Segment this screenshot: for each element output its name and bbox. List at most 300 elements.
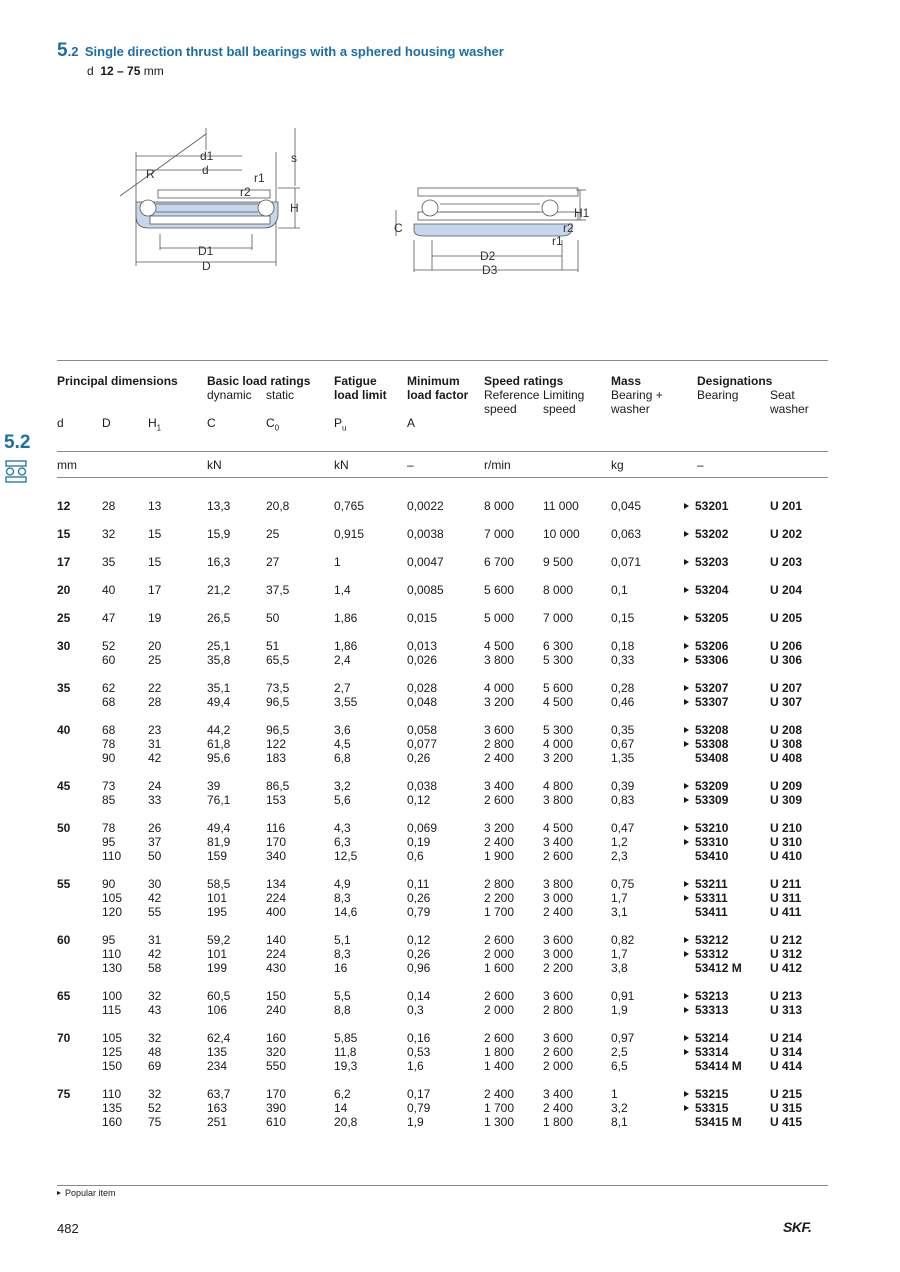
cell-d: 68 [102,695,116,709]
cell-bearing-designation [684,821,728,835]
cell-c0: 51 [266,639,280,653]
cell-lim: 4 000 [543,737,574,751]
cell-mass: 3,1 [611,905,628,919]
header-designations: Designations [697,374,773,388]
cell-mass: 0,46 [611,695,635,709]
cell-d: 40 [102,583,116,597]
cell-bearing-designation [684,891,728,905]
cell-bore-d: 70 [57,1031,71,1045]
bearing-label: 53207 [695,681,729,695]
cell-c0: 122 [266,737,287,751]
cell-d: 105 [102,1031,123,1045]
cell-bearing-designation [684,583,728,597]
cell-c0: 340 [266,849,287,863]
bearing-drawings [100,120,600,290]
bearing-label: 53312 [695,947,729,961]
cell-pu: 5,6 [334,793,351,807]
cell-d: 68 [102,723,116,737]
bearing-label: 53310 [695,835,729,849]
cell-bore-d: 45 [57,779,71,793]
cell-ref: 1 300 [484,1115,515,1129]
cell-c0: 116 [266,821,286,835]
cell-bearing-designation [684,1115,742,1129]
label-r1-left: r1 [254,171,265,185]
cell-d: 110 [102,849,122,863]
cell-seat-washer: U 315 [770,1101,803,1115]
cell-d: 150 [102,1059,123,1073]
cell-bearing-designation [684,779,728,793]
cell-h1: 15 [148,527,162,541]
popular-marker-icon [684,1007,689,1013]
bearing-label: 53215 [695,1087,729,1101]
unit-speed: r/min [484,458,511,472]
label-H: H [290,201,299,215]
cell-mass: 1,9 [611,1003,628,1017]
cell-c0: 240 [266,1003,287,1017]
cell-d: 160 [102,1115,123,1129]
cell-ref: 3 400 [484,779,515,793]
cell-a: 0,11 [407,877,430,891]
cell-ref: 2 000 [484,1003,515,1017]
label-C: C [394,221,403,235]
label-D2: D2 [480,249,496,263]
cell-pu: 0,765 [334,499,365,513]
cell-c0: 170 [266,835,287,849]
cell-ref: 8 000 [484,499,515,513]
cell-c: 62,4 [207,1031,231,1045]
cell-pu: 20,8 [334,1115,358,1129]
cell-ref: 2 400 [484,1087,515,1101]
header-reference: Reference speed [484,388,540,416]
cell-a: 0,17 [407,1087,431,1101]
cell-bore-d: 20 [57,583,71,597]
cell-c: 26,5 [207,611,231,625]
symbol-d: d [57,416,64,430]
cell-bearing-designation [684,947,728,961]
cell-c: 21,2 [207,583,231,597]
cell-bearing-designation [684,695,728,709]
symbol-A: A [407,416,416,430]
cell-bearing-designation [684,723,728,737]
bearing-label: 53315 [695,1101,729,1115]
side-tab [4,432,36,491]
bearing-label: 53306 [695,653,729,667]
cell-lim: 2 000 [543,1059,574,1073]
cell-h1: 52 [148,1101,162,1115]
cell-seat-washer: U 312 [770,947,803,961]
cell-d: 95 [102,835,116,849]
cell-ref: 2 600 [484,989,515,1003]
section-heading [57,40,504,62]
popular-marker-icon [684,1063,689,1069]
popular-marker-icon [684,895,689,901]
cell-mass: 0,35 [611,723,635,737]
popular-marker-icon [684,993,689,999]
cell-bore-d: 25 [57,611,71,625]
cell-h1: 58 [148,961,162,975]
symbol-C: C [207,416,216,430]
popular-marker-icon [684,643,689,649]
bore-range: d 12 – 75 mm [87,64,164,78]
cell-h1: 17 [148,583,162,597]
cell-ref: 2 800 [484,737,515,751]
cell-ref: 3 600 [484,723,515,737]
cell-a: 0,058 [407,723,438,737]
cell-lim: 1 800 [543,1115,574,1129]
cell-pu: 2,4 [334,653,351,667]
cell-bearing-designation [684,989,728,1003]
cell-c: 13,3 [207,499,231,513]
cell-c0: 320 [266,1045,287,1059]
cell-pu: 5,1 [334,933,351,947]
popular-marker-icon [684,937,689,943]
cell-lim: 6 300 [543,639,574,653]
cell-a: 0,12 [407,793,431,807]
cell-ref: 2 600 [484,1031,515,1045]
bearing-label: 53411 [695,905,728,919]
cell-pu: 19,3 [334,1059,358,1073]
bearing-label: 53208 [695,723,729,737]
cell-mass: 0,67 [611,737,635,751]
cell-bore-d: 55 [57,877,71,891]
bearing-label: 53206 [695,639,729,653]
label-D: D [202,259,211,273]
cell-a: 0,79 [407,905,431,919]
cell-c: 25,1 [207,639,231,653]
cell-bearing-designation [684,877,728,891]
popular-marker-icon [684,1091,689,1097]
cell-c: 44,2 [207,723,231,737]
cell-h1: 23 [148,723,162,737]
popular-marker-icon [684,699,689,705]
cell-lim: 4 800 [543,779,574,793]
cell-seat-washer: U 306 [770,653,803,667]
cell-h1: 20 [148,639,162,653]
cell-bearing-designation [684,681,728,695]
popular-marker-icon [684,559,689,565]
header-static: static [266,388,295,402]
cell-ref: 1 700 [484,905,515,919]
cell-lim: 3 600 [543,989,574,1003]
cell-c: 61,8 [207,737,231,751]
cell-a: 0,013 [407,639,438,653]
cell-a: 0,069 [407,821,438,835]
bearing-label: 53210 [695,821,729,835]
cell-c: 106 [207,1003,228,1017]
cell-mass: 0,18 [611,639,635,653]
cell-mass: 1,7 [611,947,628,961]
cell-seat-washer: U 408 [770,751,803,765]
cell-lim: 3 400 [543,835,574,849]
cell-mass: 0,28 [611,681,635,695]
bearing-label: 53415 M [695,1115,742,1129]
popular-marker-icon [684,839,689,845]
label-s: s [291,151,297,165]
cell-seat-washer: U 314 [770,1045,803,1059]
cell-bore-d: 65 [57,989,71,1003]
popular-marker-icon [684,909,689,915]
cell-c: 15,9 [207,527,231,541]
cell-c: 101 [207,947,228,961]
cell-seat-washer: U 211 [770,877,802,891]
cell-bore-d: 15 [57,527,71,541]
cell-h1: 31 [148,933,162,947]
cell-h1: 26 [148,821,162,835]
cell-mass: 1,35 [611,751,635,765]
cell-d: 95 [102,933,116,947]
cell-seat-washer: U 309 [770,793,803,807]
symbol-C0: $C_0$ [266,416,280,433]
cell-bearing-designation [684,653,728,667]
cell-h1: 69 [148,1059,162,1073]
cell-h1: 28 [148,695,162,709]
cell-d: 135 [102,1101,123,1115]
bearing-label: 53214 [695,1031,729,1045]
header-fatigue: Fatigue load limit [334,374,387,402]
label-R: R [146,167,155,181]
cell-c: 163 [207,1101,228,1115]
cell-h1: 15 [148,555,162,569]
cell-h1: 19 [148,611,162,625]
cell-c0: 400 [266,905,287,919]
cell-mass: 0,75 [611,877,635,891]
cell-seat-washer: U 204 [770,583,803,597]
popular-marker-icon [684,853,689,859]
cell-d: 60 [102,653,116,667]
cell-a: 0,0085 [407,583,444,597]
cell-mass: 0,071 [611,555,642,569]
cell-c0: 390 [266,1101,287,1115]
cell-c: 76,1 [207,793,231,807]
cell-c0: 224 [266,947,287,961]
cell-d: 78 [102,737,116,751]
cell-bearing-designation [684,961,742,975]
cell-c: 35,8 [207,653,231,667]
cell-pu: 4,3 [334,821,351,835]
cell-seat-washer: U 313 [770,1003,803,1017]
cell-mass: 1,7 [611,891,628,905]
cell-lim: 5 300 [543,723,574,737]
cell-seat-washer: U 201 [770,499,803,513]
popular-marker-icon [684,783,689,789]
page-title: Single direction thrust ball bearings with a sphered housing washer [84,44,504,59]
unit-factor: – [407,458,414,472]
cell-a: 1,6 [407,1059,424,1073]
cell-bore-d: 30 [57,639,71,653]
cell-seat-washer: U 212 [770,933,803,947]
cell-a: 0,26 [407,891,431,905]
cell-a: 0,3 [407,1003,424,1017]
popular-marker-icon [684,825,689,831]
cell-c: 135 [207,1045,228,1059]
cell-d: 28 [102,499,116,513]
cell-mass: 0,97 [611,1031,635,1045]
cell-bore-d: 60 [57,933,71,947]
header-minimum: Minimum load factor [407,374,469,402]
cell-h1: 25 [148,653,162,667]
cell-mass: 0,15 [611,611,635,625]
cell-bearing-designation [684,793,728,807]
cell-a: 0,6 [407,849,424,863]
cell-lim: 3 600 [543,933,574,947]
cell-bearing-designation [684,499,728,513]
label-d: d [202,163,209,177]
unit-mm: mm [57,458,77,472]
cell-ref: 4 000 [484,681,515,695]
cell-seat-washer: U 203 [770,555,803,569]
cell-d: 32 [102,527,116,541]
cell-pu: 0,915 [334,527,365,541]
cell-ref: 3 200 [484,821,515,835]
cell-bearing-designation [684,1087,728,1101]
cell-d: 78 [102,821,116,835]
cell-d: 85 [102,793,116,807]
cell-d: 62 [102,681,116,695]
cell-lim: 2 600 [543,1045,574,1059]
cell-h1: 32 [148,1087,162,1101]
cell-ref: 1 600 [484,961,515,975]
cell-d: 130 [102,961,123,975]
cell-seat-washer: U 207 [770,681,803,695]
cell-lim: 2 800 [543,1003,574,1017]
cell-bearing-designation [684,639,728,653]
cell-bearing-designation [684,905,728,919]
cell-c: 60,5 [207,989,231,1003]
cell-seat-washer: U 415 [770,1115,803,1129]
cell-c0: 73,5 [266,681,290,695]
bearing-label: 53308 [695,737,729,751]
symbol-H1: $H_1$ [148,416,162,433]
label-D3: D3 [482,263,498,277]
cell-a: 0,53 [407,1045,431,1059]
label-r1-right: r1 [552,234,563,248]
popular-marker-icon [57,1191,61,1195]
popular-marker-icon [684,531,689,537]
cell-c0: 96,5 [266,723,290,737]
cell-a: 0,26 [407,947,431,961]
cell-c0: 65,5 [266,653,290,667]
cell-d: 125 [102,1045,123,1059]
cell-c: 251 [207,1115,228,1129]
cell-mass: 0,47 [611,821,635,835]
bearing-label: 53202 [695,527,729,541]
cell-bearing-designation [684,835,728,849]
cell-pu: 3,6 [334,723,351,737]
cell-a: 0,0038 [407,527,444,541]
cell-h1: 24 [148,779,162,793]
footnote-rule [57,1185,828,1186]
cell-mass: 0,045 [611,499,642,513]
bearing-label: 53314 [695,1045,729,1059]
cell-seat-washer: U 214 [770,1031,803,1045]
cell-d: 115 [102,1003,122,1017]
cell-mass: 0,39 [611,779,635,793]
cell-bearing-designation [684,1031,728,1045]
popular-marker-icon [684,965,689,971]
cell-h1: 42 [148,947,162,961]
cell-pu: 6,3 [334,835,351,849]
page-number: 482 [57,1221,79,1236]
bearing-label: 53209 [695,779,729,793]
cell-bore-d: 35 [57,681,71,695]
cell-lim: 11 000 [543,499,579,513]
header-mass: Mass [611,374,642,388]
cell-c0: 50 [266,611,280,625]
cell-ref: 2 600 [484,793,515,807]
cell-pu: 8,3 [334,891,351,905]
cell-ref: 1 700 [484,1101,515,1115]
bearing-label: 53213 [695,989,729,1003]
cell-a: 0,16 [407,1031,431,1045]
units-rule [57,451,828,452]
header-principal: Principal dimensions [57,374,178,388]
cell-h1: 32 [148,989,162,1003]
cell-lim: 5 600 [543,681,574,695]
unit-kn-fatigue: kN [334,458,349,472]
popular-marker-icon [684,741,689,747]
cell-a: 0,0022 [407,499,444,513]
popular-marker-icon [684,1035,689,1041]
cell-a: 0,19 [407,835,431,849]
cell-d: 90 [102,877,116,891]
cell-h1: 13 [148,499,162,513]
cell-a: 0,14 [407,989,431,1003]
cell-seat-washer: U 205 [770,611,803,625]
cell-seat-washer: U 210 [770,821,803,835]
cell-c0: 610 [266,1115,287,1129]
cell-a: 0,026 [407,653,438,667]
cell-mass: 3,2 [611,1101,628,1115]
bearing-label: 53311 [695,891,728,905]
cell-d: 52 [102,639,116,653]
cell-lim: 9 500 [543,555,574,569]
label-H1: H1 [574,206,590,220]
cell-c: 39 [207,779,221,793]
cell-c: 59,2 [207,933,231,947]
bearing-label: 53414 M [695,1059,742,1073]
cell-pu: 14 [334,1101,348,1115]
cell-d: 73 [102,779,116,793]
cell-c0: 37,5 [266,583,290,597]
cell-a: 0,96 [407,961,431,975]
cell-lim: 2 200 [543,961,574,975]
cell-mass: 1,2 [611,835,628,849]
cell-c: 159 [207,849,228,863]
cell-mass: 0,063 [611,527,642,541]
cell-bearing-designation [684,555,728,569]
cell-d: 47 [102,611,116,625]
cell-mass: 0,91 [611,989,635,1003]
cell-a: 0,028 [407,681,438,695]
cell-mass: 3,8 [611,961,628,975]
bearing-label: 53408 [695,751,729,765]
cell-a: 0,038 [407,779,438,793]
cell-bearing-designation [684,1101,728,1115]
cell-bearing-designation [684,849,728,863]
cell-lim: 3 000 [543,891,574,905]
cell-c0: 20,8 [266,499,290,513]
cell-c0: 183 [266,751,287,765]
cell-lim: 3 000 [543,947,574,961]
cell-h1: 31 [148,737,162,751]
cell-seat-washer: U 208 [770,723,803,737]
cell-bearing-designation [684,1003,728,1017]
label-D1: D1 [198,244,214,258]
cell-h1: 75 [148,1115,162,1129]
side-tab-label: 5.2 [4,432,31,453]
cell-ref: 6 700 [484,555,515,569]
cell-c0: 153 [266,793,287,807]
